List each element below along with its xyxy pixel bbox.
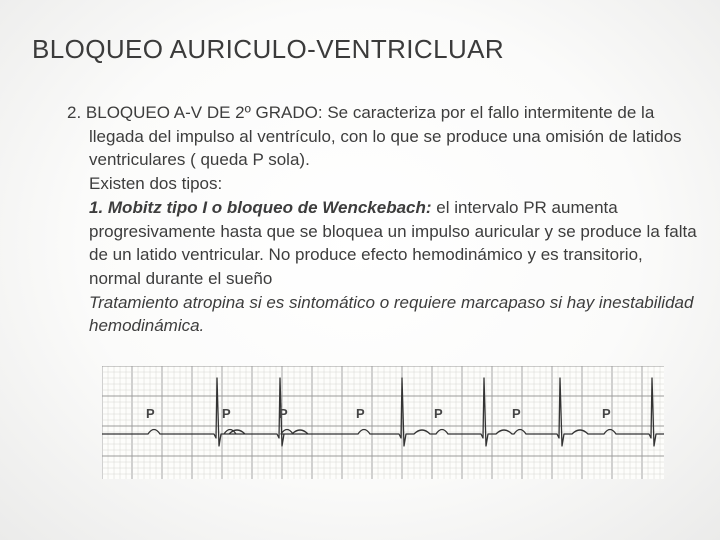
ecg-strip [102,366,664,479]
slide-body [67,101,697,338]
slide-title: BLOQUEO AURICULO-VENTRICLUAR [32,34,505,64]
treatment-paragraph [67,291,697,338]
types-intro: Existen dos tipos: [89,174,223,194]
treatment-text: Tratamiento atropina si es sintomático o requiere marcapaso si hay inestabilidad hemodinámica. [89,292,694,336]
p-wave-label: P [434,406,443,421]
p-wave-label: P [356,406,365,421]
p-wave-label: P [279,406,288,421]
type1-paragraph [67,196,697,291]
p-wave-label: P [512,406,521,421]
type1-label: 1. Mobitz tipo I o bloqueo de Wenckebach: [89,197,432,217]
p-wave-label: P [602,406,611,421]
p-wave-label: P [222,406,231,421]
intro-paragraph: 2. BLOQUEO A-V DE 2º GRADO: Se caracteriza por el fallo intermitente de la llegada del impulso al ventrículo, con lo que se produce una omisión de latidos ventriculares ( queda P sola). [67,103,682,170]
p-wave-label: P [146,406,155,421]
type1-text: el intervalo PR aumenta progresivamente hasta que se bloquea un impulso auricular y se produce la falta de un latido ventricular. No produce efecto hemodinámico y es transitorio, normal durante el sueño [89,197,697,288]
